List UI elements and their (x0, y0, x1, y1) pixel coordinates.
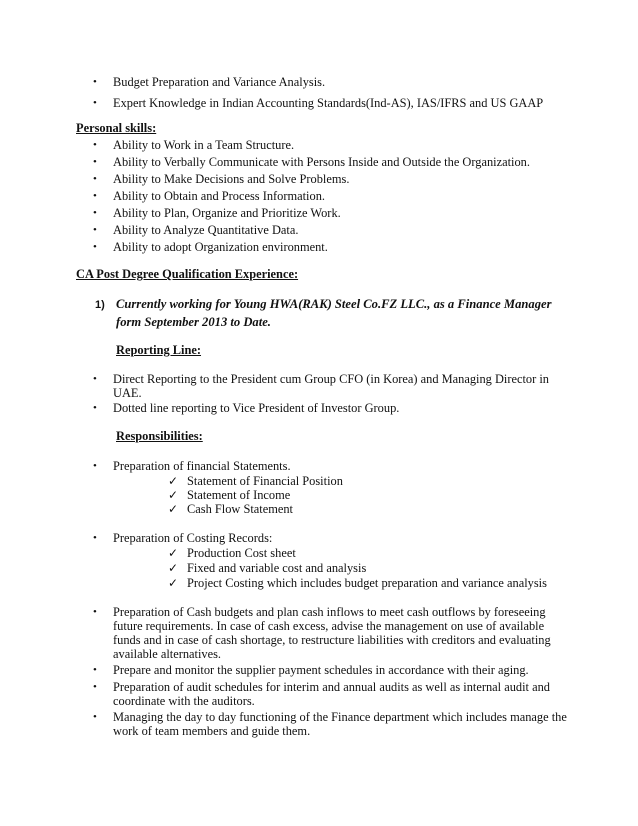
bullet-icon: • (93, 139, 97, 151)
bullet-icon: • (93, 681, 97, 693)
checkmark-icon: ✓ (168, 576, 179, 590)
bullet-icon: • (93, 373, 97, 385)
bullet-icon: • (93, 173, 97, 185)
bullet-icon: • (93, 241, 97, 253)
job-number: 1) (95, 299, 105, 311)
job-title-line-1: Currently working for Young HWA(RAK) Steel Co.FZ LLC., as a Finance Manager (116, 297, 552, 311)
bullet-icon: • (93, 532, 97, 544)
checkmark-icon: ✓ (168, 561, 179, 575)
bullet-icon: • (93, 606, 97, 618)
bullet-icon: • (93, 711, 97, 723)
checkmark-icon: ✓ (168, 474, 179, 488)
bullet-icon: • (93, 402, 97, 414)
bullet-icon: • (93, 97, 97, 109)
resume-page: • Budget Preparation and Variance Analysis. • Expert Knowledge in Indian Accounting Standards(Ind-AS), IAS/IFRS and US GAAP Personal skills: • Ability to Work in a Team Structure. • Ability to Verbally Communicate with Persons Inside and Outside the Organization. • Ability to Make Decisions and Solve Problems. • Ability to Obtain and Process Information. • Ability to Plan, Organize and Prioritize Work. • Ability to Analyze Quantitative Data. • Ability to adopt Organization environment. CA Post Degree Qualification Experience: 1) Currently working for Young HWA(RAK) Steel Co.FZ LLC., as a Finance Manager form September 2013 to Date. Reporting Line: • Direct Reporting to the President cum Group CFO (in Korea) and Managing Director in UAE. • Dotted line reporting to Vice President of Investor Group. Responsibilities: • Preparation of financial Statements. ✓ Statement of Financial Position ✓ Statement of Income ✓ Cash Flow Statement • Preparation of Costing Records: ✓ Production Cost sheet ✓ Fixed and variable cost and analysis ✓ Project Costing which includes budget preparation and variance analysis • Preparation of Cash budgets and plan cash inflows to meet cash outflows by foreseeing future requirements. In case of cash excess, advise the management on use of available funds and in case of cash shortage, to restructure liabilities with creditors and evaluating available alternatives. • Prepare and monitor the supplier payment schedules in accordance with their aging. • Preparation of audit schedules for interim and annual audits as well as internal audit and coordinate with the auditors. • Managing the day to day functioning of the Finance department which includes manage the work of team members and guide them. (76, 75, 567, 738)
section-heading-experience: CA Post Degree Qualification Experience: (76, 267, 299, 281)
subheading-responsibilities: Responsibilities: (116, 429, 203, 443)
bullet-icon: • (93, 76, 97, 88)
bullet-icon: • (93, 190, 97, 202)
bullet-icon: • (93, 664, 97, 676)
bullet-icon: • (93, 460, 97, 472)
checkmark-icon: ✓ (168, 502, 179, 516)
section-heading-personal-skills: Personal skills: (76, 121, 157, 135)
checkmark-icon: ✓ (168, 488, 179, 502)
subheading-reporting-line: Reporting Line: (116, 343, 202, 357)
bullet-icon: • (93, 207, 97, 219)
bullet-icon: • (93, 224, 97, 236)
checkmark-icon: ✓ (168, 546, 179, 560)
job-title-line-2: form September 2013 to Date. (116, 315, 271, 329)
bullet-icon: • (93, 156, 97, 168)
